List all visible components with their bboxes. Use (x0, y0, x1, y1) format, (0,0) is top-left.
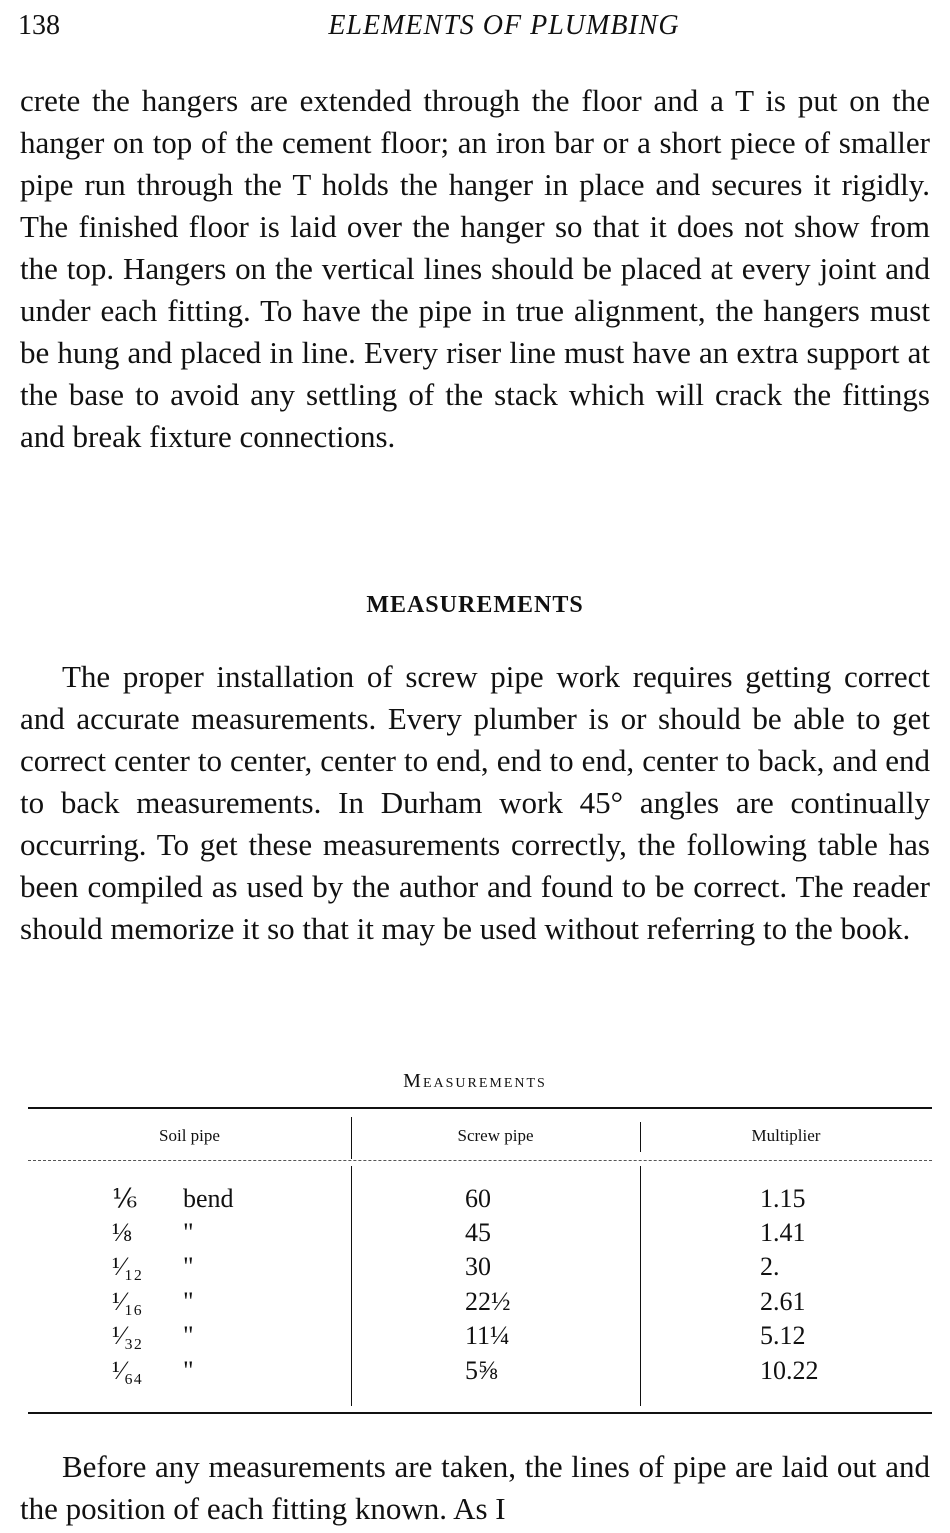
multiplier-value: 2.61 (760, 1287, 806, 1316)
table-top-rule (28, 1107, 932, 1109)
page-header (18, 10, 930, 50)
column-header-soil-pipe: Soil pipe (159, 1126, 220, 1145)
column-divider (640, 1122, 641, 1152)
paragraph-before-measurements: Before any measurements are taken, the lines of pipe are laid out and the position of each fitting known. As I (20, 1449, 930, 1526)
multiplier-value: 1.41 (760, 1218, 806, 1247)
header-divider (28, 1160, 932, 1161)
paragraph-hangers: crete the hangers are extended through the floor and a T is put on the hanger on top of the cement floor; an iron bar or a short piece of smaller pipe run through the T holds the hanger in place and secures it rigidly. The finished floor is laid over the hanger so that it does not show from the top. Hangers on the vertical lines should be placed at every joint and under each fitting. To have the pipe in true alignment, the hangers must be hung and placed in line. Every riser line must have an extra support at the base to avoid any settling of the stack which will crack the fittings and break fixture connections. (20, 83, 930, 454)
ditto-mark: " (183, 1218, 194, 1247)
ditto-mark: " (183, 1252, 194, 1281)
soil-pipe-fraction: ¹⁄₆₄ (112, 1356, 143, 1385)
ditto-mark: " (183, 1321, 194, 1350)
screw-pipe-angle: 22½ (465, 1287, 511, 1316)
section-heading: MEASUREMENTS (366, 592, 584, 618)
table-caption: Measurements (403, 1070, 547, 1092)
table-bottom-rule (28, 1412, 932, 1414)
screw-pipe-angle: 5⅝ (465, 1356, 498, 1385)
screw-pipe-angle: 60 (465, 1184, 491, 1213)
table-row (0, 1218, 950, 1252)
table-row (0, 1287, 950, 1321)
multiplier-value: 1.15 (760, 1184, 806, 1213)
table-row (0, 1356, 950, 1390)
multiplier-value: 10.22 (760, 1356, 819, 1385)
column-divider (351, 1117, 352, 1159)
running-title: ELEMENTS OF PLUMBING (328, 10, 680, 41)
table-row (0, 1252, 950, 1286)
table-row (0, 1184, 950, 1218)
soil-pipe-fraction: ⅙ (112, 1184, 138, 1213)
soil-pipe-fraction: ¹⁄₁₂ (112, 1252, 143, 1281)
ditto-mark: " (183, 1287, 194, 1316)
bend-label: bend (183, 1184, 234, 1213)
screw-pipe-angle: 11¼ (465, 1321, 510, 1350)
page-number: 138 (18, 10, 60, 41)
multiplier-value: 2. (760, 1252, 780, 1281)
column-header-multiplier: Multiplier (751, 1126, 821, 1145)
screw-pipe-angle: 45 (465, 1218, 491, 1247)
table-row (0, 1321, 950, 1355)
multiplier-value: 5.12 (760, 1321, 806, 1350)
screw-pipe-angle: 30 (465, 1252, 491, 1281)
soil-pipe-fraction: ⅛ (112, 1218, 132, 1247)
column-header-screw-pipe: Screw pipe (457, 1126, 534, 1145)
ditto-mark: " (183, 1356, 194, 1385)
soil-pipe-fraction: ¹⁄₃₂ (112, 1321, 143, 1350)
paragraph-measurements: The proper installation of screw pipe work requires getting correct and accurate measurements. Every plumber is or should be able to get correct center to center, center to end, end to end, center to back, and end to back measurements. In Durham work 45° angles are continually occurring. To get these measurements correctly, the following table has been compiled as used by the author and found to be correct. The reader should memorize it so that it may be used without referring to the book. (20, 659, 930, 946)
soil-pipe-fraction: ¹⁄₁₆ (112, 1287, 143, 1316)
